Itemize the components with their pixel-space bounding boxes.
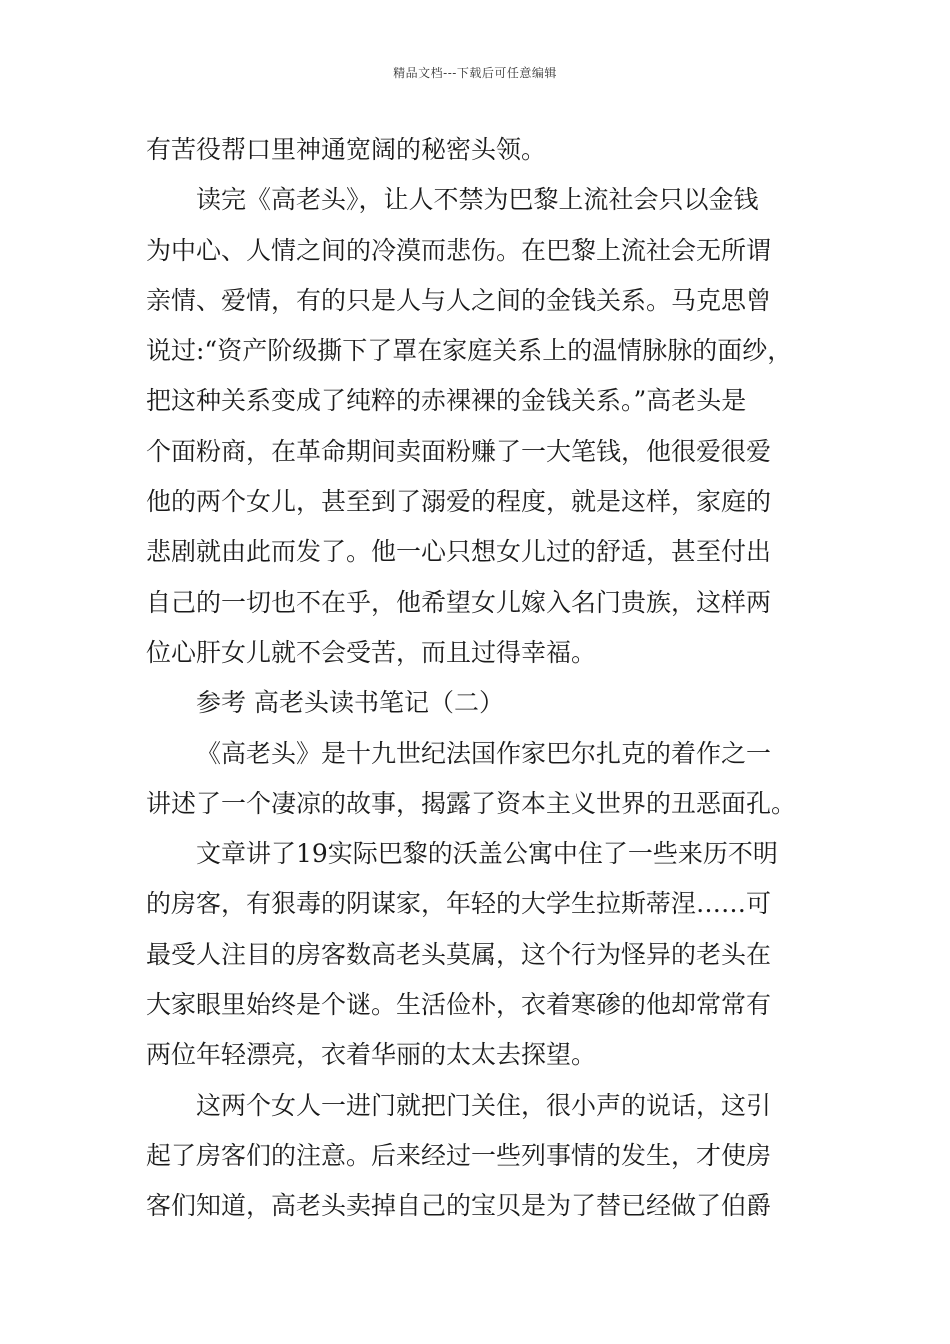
- text-line: 说过:“资产阶级撕下了罩在家庭关系上的温情脉脉的面纱，: [146, 336, 793, 366]
- text-line: 客们知道，高老头卖掉自己的宝贝是为了替已经做了伯爵: [146, 1191, 772, 1221]
- section-heading: 参考 高老头读书笔记（二）: [196, 688, 504, 718]
- text-line: 文章讲了19实际巴黎的沃盖公寓中住了一些来历不明: [196, 839, 778, 869]
- text-line: 悲剧就由此而发了。他一心只想女儿过的舒适，甚至付出: [146, 537, 772, 567]
- text-line: 两位年轻漂亮，衣着华丽的太太去探望。: [146, 1040, 597, 1070]
- text-line: 大家眼里始终是个谜。生活俭朴，衣着寒碜的他却常常有: [146, 990, 772, 1020]
- text-line: 这两个女人一进门就把门关住，很小声的说话，这引: [196, 1090, 772, 1120]
- text-line: 把这种关系变成了纯粹的赤裸裸的金钱关系。”高老头是: [146, 386, 747, 416]
- text-line: 他的两个女儿，甚至到了溺爱的程度，就是这样，家庭的: [146, 487, 772, 517]
- text-line: 亲情、爱情，有的只是人与人之间的金钱关系。马克思曾: [146, 285, 772, 315]
- text-line: 有苦役帮口里神通宽阔的秘密头领。: [146, 135, 547, 164]
- page-header: 精品文档---下载后可任意编辑: [393, 66, 557, 80]
- text-line: 自己的一切也不在乎，他希望女儿嫁入名门贵族，这样两: [146, 587, 772, 617]
- text-line: 最受人注目的房客数高老头莫属，这个行为怪异的老头在: [146, 939, 772, 969]
- text-line: 的房客，有狠毒的阴谋家，年轻的大学生拉斯蒂涅……可: [146, 889, 772, 919]
- text-line: 讲述了一个凄凉的故事，揭露了资本主义世界的丑恶面孔。: [146, 788, 797, 818]
- text-line: 位心肝女儿就不会受苦，而且过得幸福。: [146, 637, 597, 667]
- text-line: 起了房客们的注意。后来经过一些列事情的发生，才使房: [146, 1140, 772, 1170]
- text-line: 个面粉商，在革命期间卖面粉赚了一大笔钱，他很爱很爱: [146, 436, 772, 466]
- text-line: 《高老头》是十九世纪法国作家巴尔扎克的着作之一: [196, 738, 772, 768]
- text-line: 读完《高老头》，让人不禁为巴黎上流社会只以金钱: [196, 185, 759, 215]
- document-body: [146, 125, 810, 1232]
- text-line: 为中心、人情之间的冷漠而悲伤。在巴黎上流社会无所谓: [146, 235, 772, 265]
